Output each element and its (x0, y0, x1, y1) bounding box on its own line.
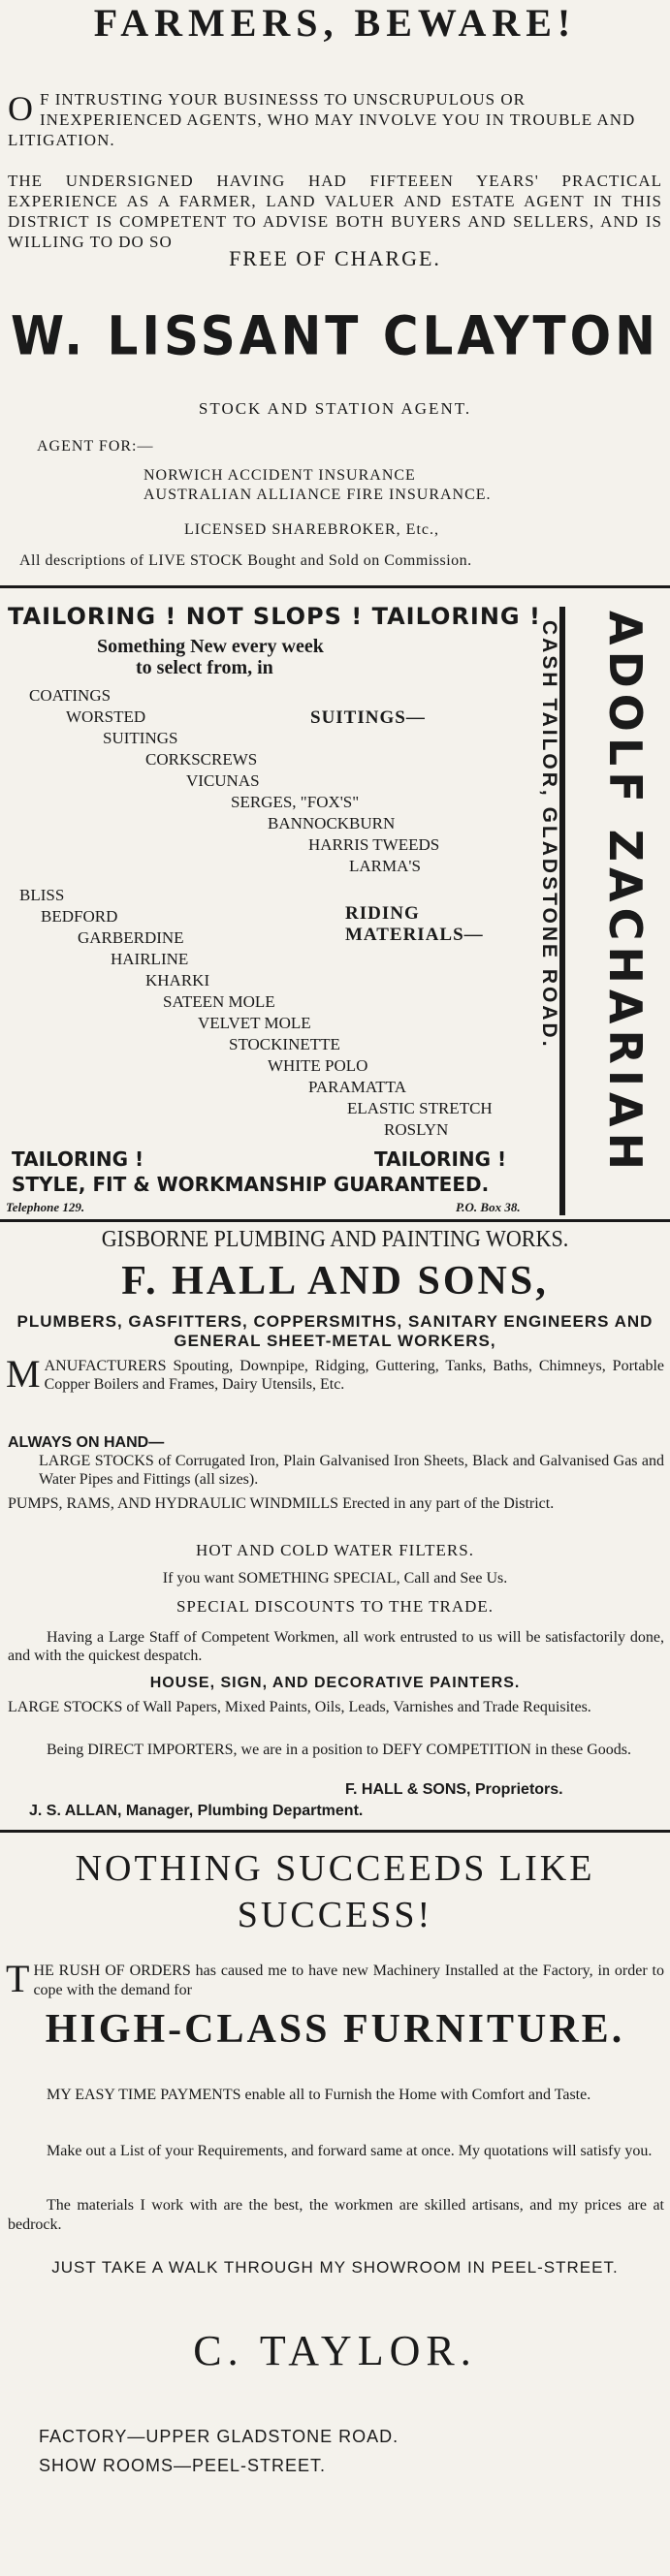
free-of-charge: FREE OF CHARGE. (229, 246, 441, 270)
tailoring-advert (0, 599, 670, 1219)
tailoring-sub-2: to select from, in (136, 657, 273, 678)
furniture-title-2: SUCCESS! (237, 1895, 433, 1935)
staff-paragraph: Having a Large Staff of Competent Workmen, all work entrusted to us will be satisfactorily done, and with the quickest despatch. (8, 1629, 664, 1664)
plumbing-title: GISBORNE PLUMBING AND PAINTING WORKS. (101, 1227, 569, 1252)
manufacturers-paragraph (6, 1352, 664, 1396)
licensed-line: LICENSED SHAREBROKER, Etc., (184, 521, 439, 538)
furniture-advert (0, 1841, 670, 2576)
agent-for-label: AGENT FOR:— (37, 438, 154, 455)
telephone: Telephone 129. (6, 1200, 85, 1214)
intro-paragraph (8, 89, 662, 150)
tailoring-footer-right: TAILORING ! (374, 1147, 507, 1171)
stocks-paragraph: LARGE STOCKS of Corrugated Iron, Plain Galvanised Iron Sheets, Black and Galvanised Gas and Water Pipes and Fittings (all sizes). (39, 1453, 664, 1488)
something-special: If you want SOMETHING SPECIAL, Call and See Us. (162, 1570, 508, 1586)
furniture-title-1: NOTHING SUCCEEDS LIKE (75, 1848, 595, 1889)
fabric-item: STOCKINETTE (229, 1035, 340, 1053)
fabric-item: SATEEN MOLE (163, 992, 275, 1011)
fabric-item: HAIRLINE (111, 950, 189, 968)
drop-cap: M (6, 1352, 41, 1396)
fabric-item: BLISS (19, 886, 65, 904)
fabric-item: CORKSCREWS (145, 750, 258, 769)
taylor-name: C. TAYLOR. (193, 2327, 477, 2374)
fabric-item: BANNOCKBURN (268, 814, 396, 832)
proprietors-line: F. HALL & SONS, Proprietors. (345, 1781, 563, 1798)
special-discounts: SPECIAL DISCOUNTS TO THE TRADE. (175, 1597, 495, 1616)
riding-label-2: MATERIALS— (345, 925, 484, 945)
list-paragraph: Make out a List of your Requirements, and forward same at once. My quotations will satisfy you. (47, 2143, 653, 2159)
tailoring-sub-1: Something New every week (97, 636, 324, 657)
painters-line: HOUSE, SIGN, AND DECORATIVE PAINTERS. (149, 1675, 521, 1691)
agent-name: W. LISSANT CLAYTON (11, 305, 659, 367)
farmers-beware-advert (0, 0, 670, 578)
fabric-item: VICUNAS (186, 771, 260, 790)
po-box: P.O. Box 38. (456, 1200, 521, 1214)
advert-title: FARMERS, BEWARE! (93, 1, 577, 45)
fabric-item: PARAMATTA (308, 1078, 406, 1096)
insurance-line-1: NORWICH ACCIDENT INSURANCE (144, 467, 416, 484)
high-class-furniture: HIGH-CLASS FURNITURE. (45, 2007, 625, 2052)
fabric-item: SUITINGS (103, 729, 178, 747)
fabric-item: GARBERDINE (78, 928, 184, 947)
vertical-name: ADOLF ZACHARIAH (599, 611, 652, 1177)
guarantee-line: STYLE, FIT & WORKMANSHIP GUARANTEED. (12, 1173, 490, 1196)
livestock-line: All descriptions of LIVE STOCK Bought and Sold on Commission. (19, 552, 472, 569)
fabric-item: ELASTIC STRETCH (347, 1099, 493, 1117)
plumbing-name: F. HALL AND SONS, (121, 1259, 549, 1304)
walk-line: JUST TAKE A WALK THROUGH MY SHOWROOM IN PEEL-STREET. (51, 2258, 619, 2277)
plumbing-trades: PLUMBERS, GASFITTERS, COPPERSMITHS, SANITARY ENGINEERS AND GENERAL SHEET-METAL WORKERS, (16, 1312, 654, 1350)
rush-paragraph (6, 1957, 664, 2000)
fabric-item: LARMA'S (349, 857, 421, 875)
insurance-line-2: AUSTRALIAN ALLIANCE FIRE INSURANCE. (144, 487, 492, 503)
fabric-item: BEDFORD (41, 907, 118, 926)
fabric-item: HARRIS TWEEDS (308, 835, 440, 854)
tailoring-footer-left: TAILORING ! (12, 1147, 144, 1171)
always-on-hand: ALWAYS ON HAND— (8, 1434, 165, 1451)
fabric-item: VELVET MOLE (198, 1014, 311, 1032)
water-filters: HOT AND COLD WATER FILTERS. (196, 1541, 474, 1559)
experience-paragraph: THE UNDERSIGNED HAVING HAD FIFTEEEN YEARS' PRACTICAL EXPERIENCE AS A FARMER, LAND VALUER AND ESTATE AGENT IN THIS DISTRICT IS COMPETENT TO ADVISE BOTH BUYERS AND SELLERS, AND IS WILLING TO DO SO (8, 172, 662, 251)
manufacturers-text: ANUFACTURERS Spouting, Downpipe, Ridging, Guttering, Tanks, Baths, Chimneys, Portable Copper Boilers and Frames, Dairy Utensils, Etc. (44, 1358, 664, 1393)
vertical-sub: CASH TAILOR, GLADSTONE ROAD. (538, 620, 560, 1050)
fabric-item: WHITE POLO (268, 1056, 368, 1075)
fabric-item: COATINGS (29, 686, 112, 705)
payments-paragraph: MY EASY TIME PAYMENTS enable all to Furnish the Home with Comfort and Taste. (47, 2087, 591, 2103)
suitings-label: SUITINGS— (310, 707, 426, 728)
fabric-item: WORSTED (66, 707, 146, 726)
fabric-item: ROSLYN (384, 1120, 449, 1139)
fabric-item: SERGES, "FOX'S" (231, 793, 360, 811)
drop-cap: T (6, 1957, 30, 2000)
riding-label-1: RIDING (345, 903, 420, 924)
showrooms-line: SHOW ROOMS—PEEL-STREET. (39, 2456, 327, 2475)
plumbing-advert (0, 1223, 670, 1824)
drop-cap: O (8, 89, 34, 128)
pumps-paragraph: PUMPS, RAMS, AND HYDRAULIC WINDMILLS Erected in any part of the District. (8, 1495, 555, 1512)
fabric-item: KHARKI (145, 971, 210, 990)
importers-paragraph: Being DIRECT IMPORTERS, we are in a position to DEFY COMPETITION in these Goods. (47, 1742, 632, 1758)
agent-subtitle: STOCK AND STATION AGENT. (198, 399, 472, 418)
tailoring-header: TAILORING ! NOT SLOPS ! TAILORING ! (8, 603, 541, 630)
factory-line: FACTORY—UPPER GLADSTONE ROAD. (39, 2427, 399, 2446)
divider (0, 585, 670, 588)
wallpapers-paragraph: LARGE STOCKS of Wall Papers, Mixed Paints, Oils, Leads, Varnishes and Trade Requisites. (8, 1699, 591, 1715)
divider (0, 1219, 670, 1222)
rush-text: HE RUSH OF ORDERS has caused me to have new Machinery Installed at the Factory, in order to cope with the demand for (33, 1963, 664, 1998)
materials-paragraph: The materials I work with are the best, the workmen are skilled artisans, and my prices are at bedrock. (8, 2197, 664, 2233)
divider (0, 1830, 670, 1833)
intro-text: F INTRUSTING YOUR BUSINESSS TO UNSCRUPULOUS OR INEXPERIENCED AGENTS, WHO MAY INVOLVE YOU IN TROUBLE AND LITIGATION. (8, 90, 636, 149)
manager-line: J. S. ALLAN, Manager, Plumbing Department. (29, 1803, 364, 1819)
